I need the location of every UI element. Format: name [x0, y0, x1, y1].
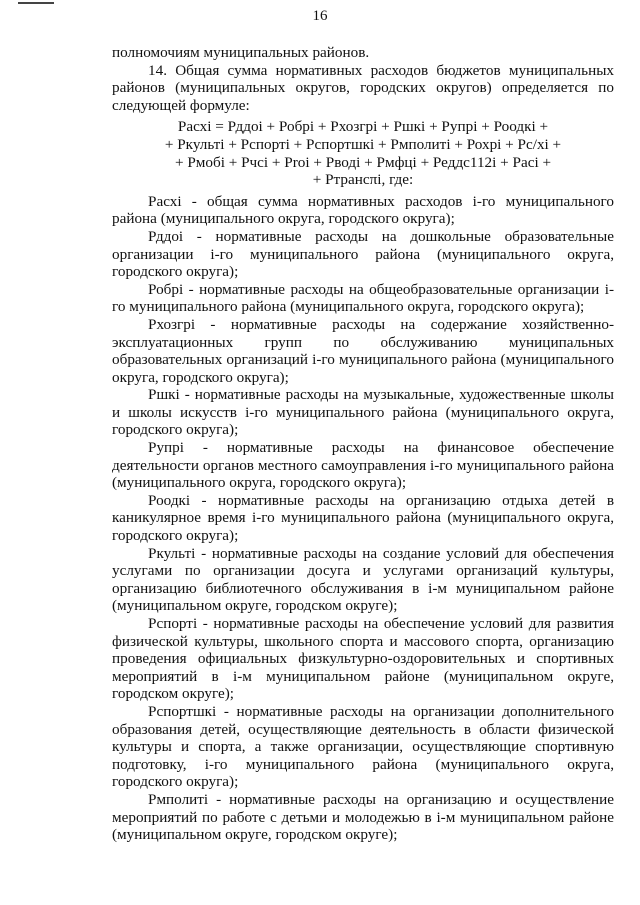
formula-line-4: + Ртрансπі, где: [312, 171, 414, 189]
document-body [112, 44, 614, 844]
definition-robr: Робрі - нормативные расходы на общеобразовательные организации і-го муниципального района (муниципального округа, городского округа); [112, 280, 614, 316]
formula-line-1: Расхі = Рддоі + Робрі + Рхозгрі + Ршкі + Рупрі + Роодкі + [177, 118, 549, 136]
definition-roodk: Роодкі - нормативные расходы на организацию отдыха детей в каникулярное время і-го муниципального района (муниципального округа, городского округа); [112, 491, 614, 545]
definition-rupr: Рупрі - нормативные расходы на финансовое обеспечение деятельности органов местного самоуправления і-го муниципального района (муниципального округа, городского округа); [112, 439, 614, 492]
opening-line: полномочиям муниципальных районов. [112, 44, 370, 61]
page-number: 16 [312, 8, 328, 24]
definition-rhozgr: Рхозгрі - нормативные расходы на содержание хозяйственно-эксплуатационных групп по обслуживанию муниципальных образовательных организаций і-го муниципального района (муниципального округа, городского округа); [112, 315, 614, 386]
definition-rmpolit: Рмполиті - нормативные расходы на организацию и осуществление мероприятий по работе с детьми и молодежью в і-м муниципальном районе (муниципальном округе, городском округе); [112, 790, 614, 844]
item-14-paragraph: 14. Общая сумма нормативных расходов бюджетов муниципальных районов (муниципальных округов, городских округов) определяется по следующей формуле: [112, 61, 614, 114]
formula-line-3: + Рмобі + Рчсі + Рrоі + Рводі + Рмфці + Реддс112і + Расі + [174, 153, 552, 171]
formula-block [112, 118, 614, 188]
formula-line-2: + Ркульті + Рспорті + Рспортшкі + Рмполиті + Рохрі + Рс/хі + [164, 135, 562, 153]
definition-rddo: Рддоі - нормативные расходы на дошкольные образовательные организации і-го муниципального района (муниципального округа, городского округа); [112, 227, 614, 281]
definition-rash: Расхі - общая сумма нормативных расходов і-го муниципального района (муниципального округа, городского округа); [112, 192, 614, 228]
definition-rsportshk: Рспортшкі - нормативные расходы на организации дополнительного образования детей, осуществляющие деятельность в области физической культуры и спорта, а также организации, осуществляющие спортивную подготовку, і-го муниципального района (муниципального округа, городского округа); [112, 702, 614, 791]
definition-rshk: Ршкі - нормативные расходы на музыкальные, художественные школы и школы искусств і-го муниципального района (муниципального округа, городского округа); [112, 386, 614, 439]
definition-rsport: Рспорті - нормативные расходы на обеспечение условий для развития физической культуры, школьного спорта и массового спорта, организацию проведения официальных физкультурно-оздоровительных и спортивных мероприятий в і-м муниципальном районе (муниципальном округе, городском округе); [112, 615, 614, 703]
definition-rkult: Ркульті - нормативные расходы на создание условий для обеспечения услугами по организации досуга и услугами организаций культуры, организацию библиотечного обслуживания в і-м муниципальном районе (муниципальном округе, городском округе); [112, 544, 614, 615]
scan-artifact-line [18, 2, 54, 4]
